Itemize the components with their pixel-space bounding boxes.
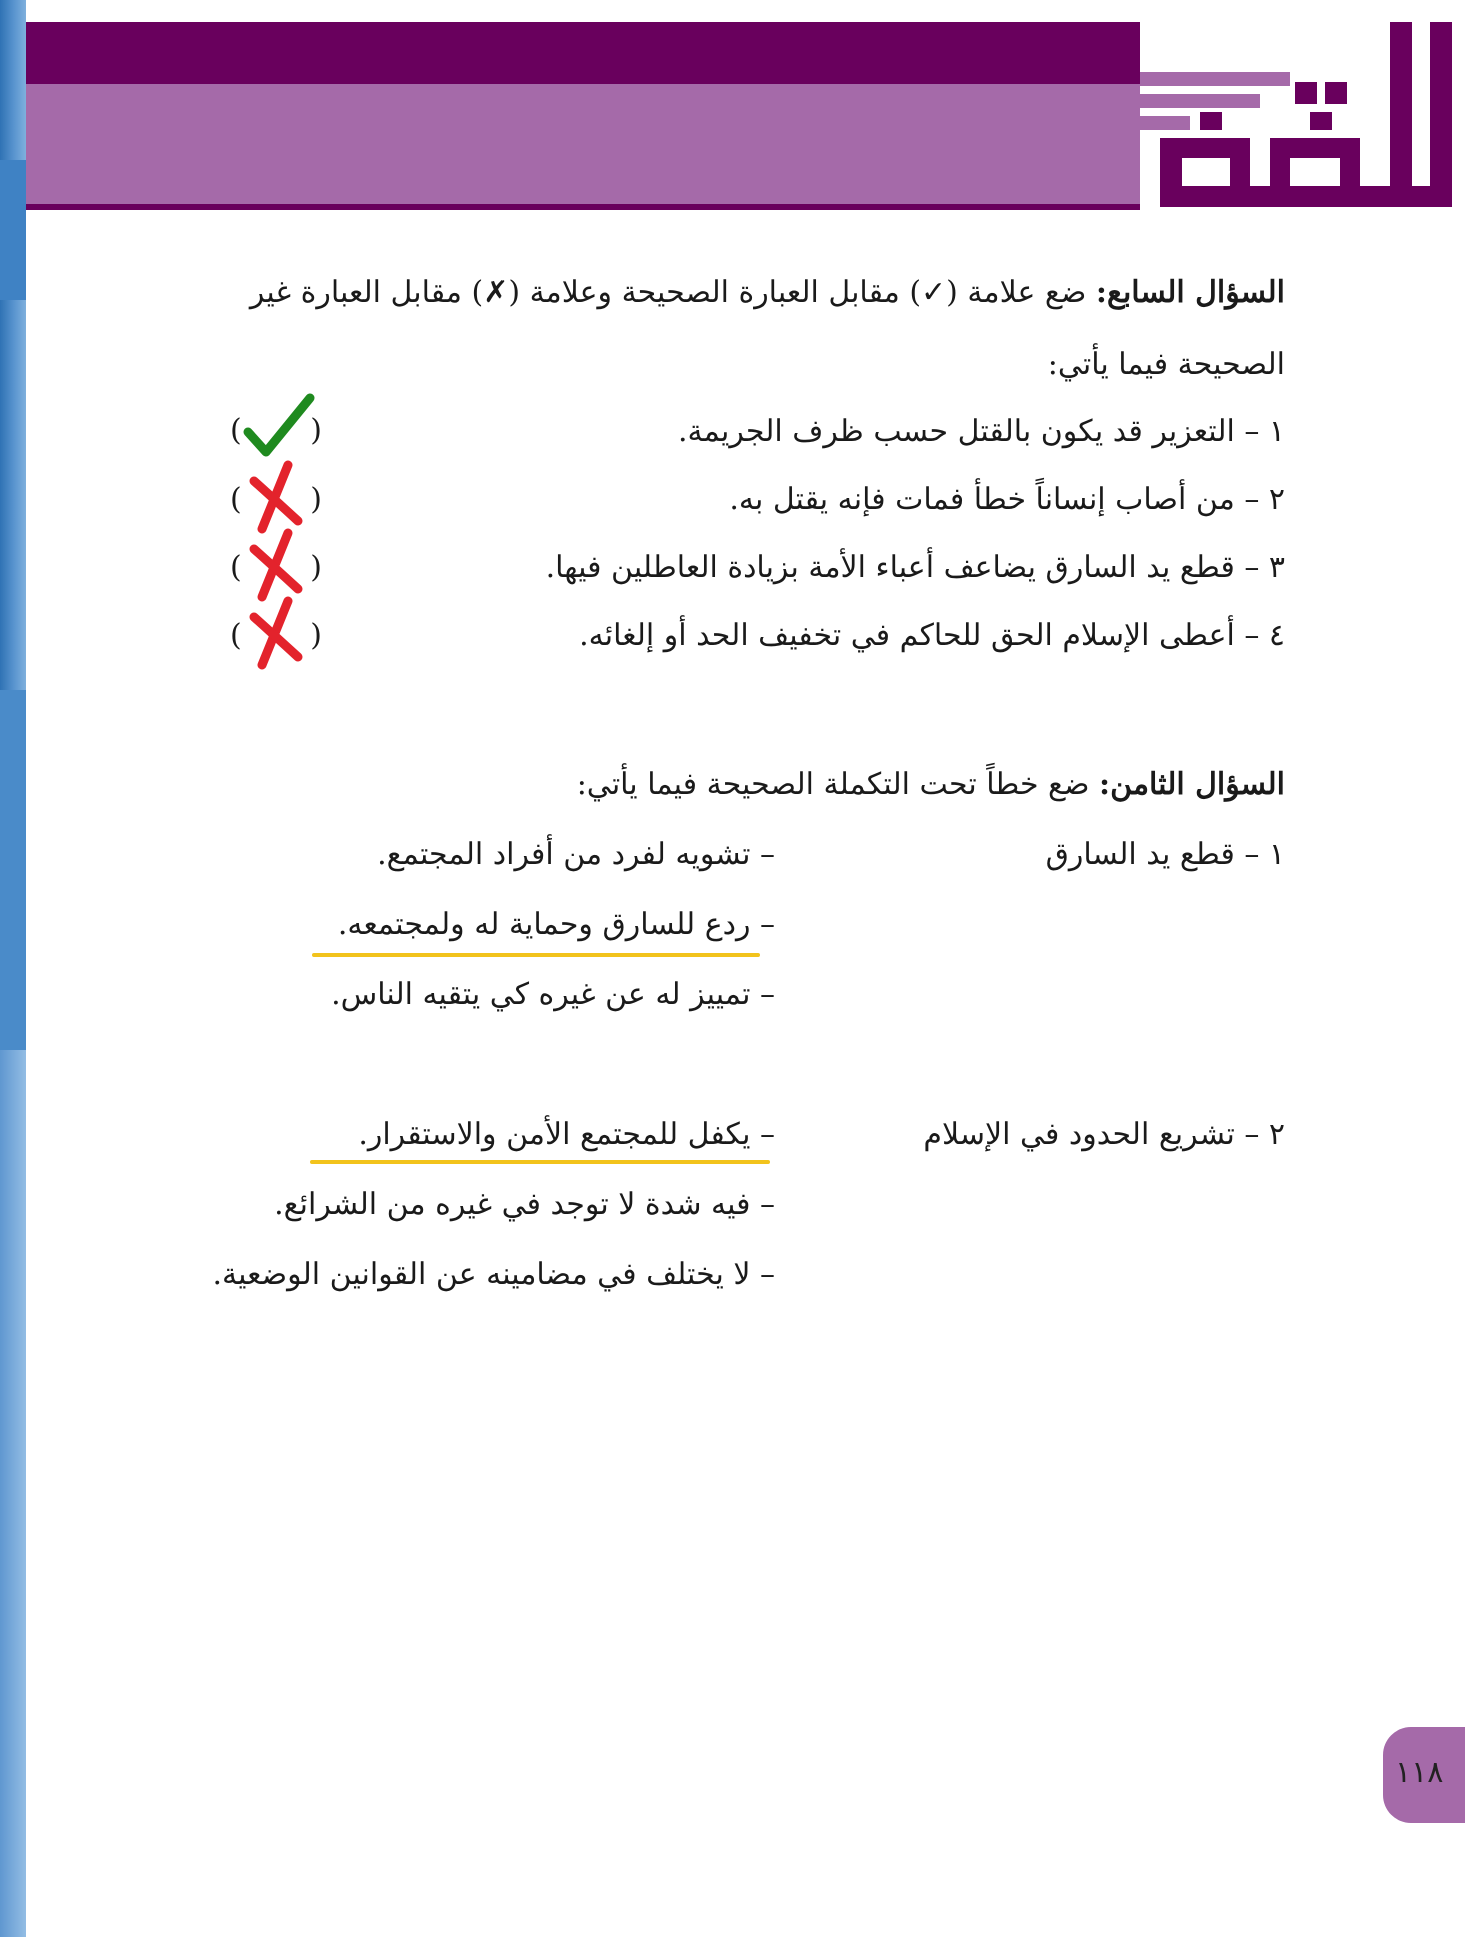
q8-instruction-text: ضع خطاً تحت التكملة الصحيحة فيما يأتي:: [576, 767, 1090, 802]
subject-title-logo: [1140, 22, 1465, 210]
q7-item-3: ٣ – قطع يد السارق يضاعف أعباء الأمة بزيادة العاطلين فيها.: [545, 550, 1285, 585]
left-blue-strip: [0, 0, 26, 1937]
q7-instruction-line2: الصحيحة فيما يأتي:: [1047, 347, 1285, 382]
q7-instruction-line1: [250, 273, 1285, 313]
cross-icon: [240, 595, 310, 671]
paren-open: (: [230, 618, 242, 653]
paren-open: (: [230, 413, 242, 448]
q7-answer-box-1[interactable]: [226, 406, 326, 456]
paren-open: (: [230, 550, 242, 585]
answer-underline: [310, 1160, 770, 1164]
q7-answer-box-2[interactable]: [226, 475, 326, 525]
q8-option[interactable]: – تشويه لفرد من أفراد المجتمع.: [377, 837, 775, 872]
q7-answer-box-4[interactable]: [226, 611, 326, 661]
q8-option-underlined[interactable]: – يكفل للمجتمع الأمن والاستقرار.: [358, 1117, 775, 1152]
cross-icon: [240, 459, 310, 535]
check-icon: [240, 390, 316, 462]
q7-item-4: ٤ – أعطى الإسلام الحق للحاكم في تخفيف الحد أو إلغائه.: [579, 618, 1285, 653]
q7-item-2: ٢ – من أصاب إنساناً خطأ فمات فإنه يقتل به.: [729, 482, 1285, 517]
q8-stem-1: ١ – قطع يد السارق: [1045, 837, 1285, 872]
q8-option[interactable]: – تمييز له عن غيره كي يتقيه الناس.: [331, 977, 775, 1012]
q7-label: السؤال السابع:: [1095, 275, 1285, 310]
q8-option-underlined[interactable]: – ردع للسارق وحماية له ولمجتمعه.: [337, 907, 775, 942]
strip-segment: [0, 1050, 26, 1937]
paren-close: ): [310, 550, 322, 585]
strip-segment: [0, 690, 26, 1050]
paren-close: ): [310, 618, 322, 653]
q8-instruction: [577, 765, 1285, 805]
q8-option[interactable]: – فيه شدة لا توجد في غيره من الشرائع.: [274, 1187, 775, 1222]
q8-stem-2: ٢ – تشريع الحدود في الإسلام: [923, 1117, 1285, 1152]
q7-instruction-text: ضع علامة (✓) مقابل العبارة الصحيحة وعلامة (✗) مقابل العبارة غير: [249, 275, 1087, 310]
q7-item-1: ١ – التعزير قد يكون بالقتل حسب ظرف الجريمة.: [678, 414, 1285, 449]
header-band-light: [26, 84, 1146, 204]
paren-open: (: [230, 482, 242, 517]
page-number: ١١٨: [1395, 1755, 1444, 1790]
cross-icon: [240, 527, 310, 603]
header-bottom-line: [26, 204, 1146, 210]
paren-close: ): [310, 413, 322, 448]
strip-segment: [0, 160, 26, 300]
q8-label: السؤال الثامن:: [1099, 767, 1285, 802]
paren-close: ): [310, 482, 322, 517]
answer-underline: [312, 953, 760, 957]
q8-option[interactable]: – لا يختلف في مضامينه عن القوانين الوضعية.: [212, 1257, 775, 1292]
q7-answer-box-3[interactable]: [226, 543, 326, 593]
header-band-dark: [26, 22, 1146, 84]
